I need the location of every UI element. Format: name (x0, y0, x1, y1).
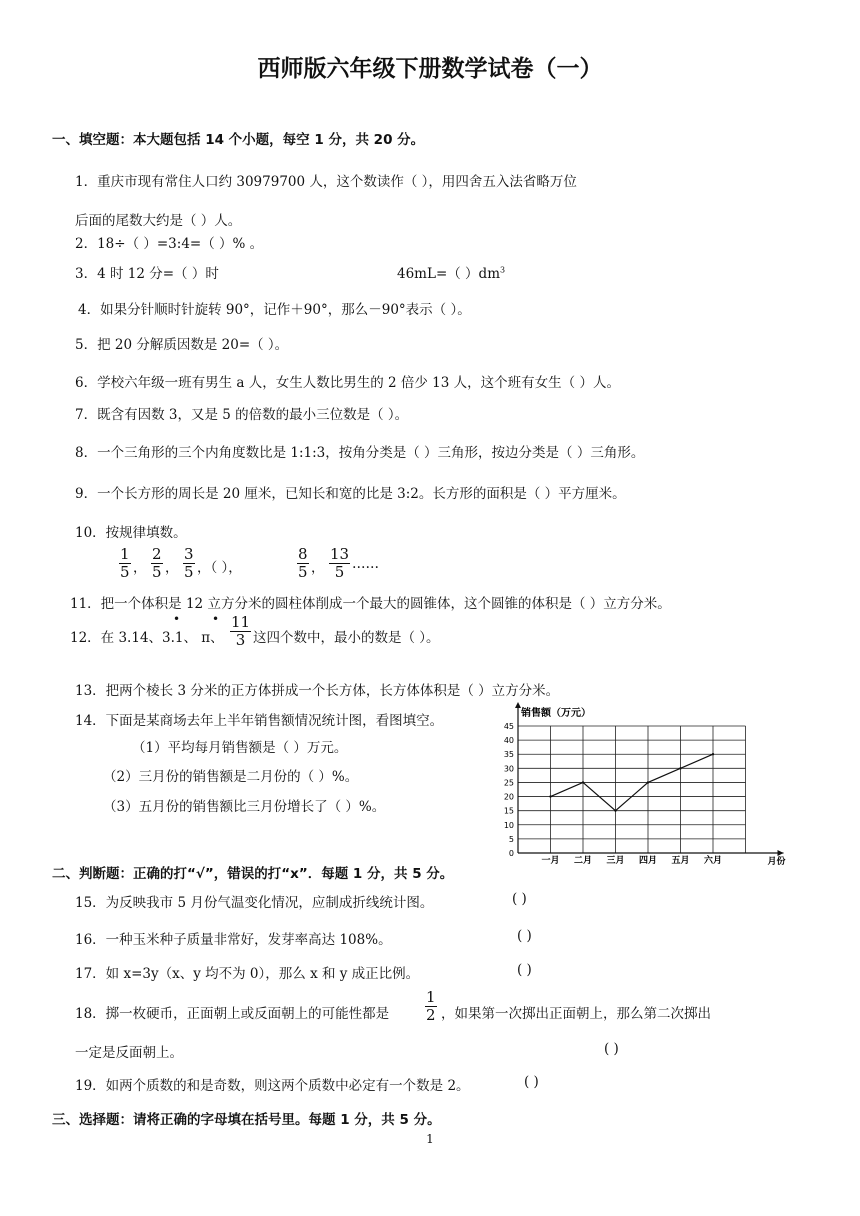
fraction-5: $\frac{13}{5}$ (330, 545, 350, 581)
y-tick-label: 45 (503, 722, 514, 731)
question-18-part-1: 18．掷一枚硬币，正面朝上或反面朝上的可能性都是 (75, 1006, 390, 1022)
y-tick-label: 35 (503, 750, 514, 760)
data-point (614, 809, 616, 811)
y-tick-label: 40 (503, 736, 514, 746)
question-14-part-1: （1）平均每月销售额是（ ）万元。 (132, 740, 348, 756)
fraction-blank: ，（ ）， (197, 560, 242, 576)
question-7: 7．既含有因数 3，又是 5 的倍数的最小三位数是（ ）。 (75, 407, 409, 423)
question-1-line-1: 1．重庆市现有常住人口约 30979700 人，这个数读作（ ），用四舍五入法省略万位 (75, 174, 577, 190)
question-8: 8．一个三角形的三个内角度数比是 1:1:3，按角分类是（ ）三角形，按边分类是（ ）三角形。 (75, 445, 645, 461)
x-tick-label: 四月 (638, 856, 658, 866)
sales-line-chart (496, 700, 786, 870)
question-14-part-2: （2）三月份的销售额是二月份的（ ）%。 (103, 769, 359, 785)
repeating-dot: • (173, 612, 181, 626)
cubic-superscript: 3 (500, 265, 506, 275)
answer-paren-18: ( ) (604, 1041, 619, 1057)
question-12-pre: 12．在 3.14、3.1、 π、 (70, 630, 224, 646)
page-title: 西师版六年级下册数学试卷（一） (257, 56, 603, 82)
question-18-part-2: ，如果第一次掷出正面朝上，那么第二次掷出 (441, 1006, 711, 1022)
fraction-2: $\frac{2}{5}$ (152, 545, 162, 581)
x-tick-label: 六月 (703, 856, 723, 866)
y-tick-label: 25 (503, 778, 514, 788)
question-11: 11．把一个体积是 12 立方分米的圆柱体削成一个最大的圆锥体，这个圆锥的体积是（ ）立方分米。 (70, 596, 671, 612)
question-14-part-3: （3）五月份的销售额比三月份增长了（ ）%。 (103, 799, 386, 815)
fraction-1: $\frac{1}{5}$ (120, 545, 130, 581)
y-tick-label: 20 (503, 792, 514, 802)
ellipsis: …… (352, 556, 379, 572)
section-choice-heading: 三、选择题：请将正确的字母填在括号里。每题 1 分，共 5 分。 (52, 1112, 441, 1128)
data-point (647, 781, 649, 783)
fraction-one-half: $\frac{1}{2}$ (426, 988, 436, 1024)
fraction-eleven-thirds: $\frac{11}{3}$ (231, 613, 251, 649)
data-point (679, 767, 681, 769)
question-2: 2．18÷（ ）=3:4=（ ）% 。 (75, 236, 264, 252)
question-18-part-3: 一定是反面朝上。 (75, 1045, 183, 1061)
x-tick-label: 五月 (671, 856, 690, 866)
y-tick-label: 15 (503, 806, 514, 816)
question-16: 16．一种玉米种子质量非常好，发芽率高达 108%。 (75, 932, 392, 948)
y-tick-label: 10 (503, 820, 514, 830)
y-tick-label: 5 (508, 834, 514, 844)
data-point (582, 781, 584, 783)
data-point (712, 753, 714, 755)
fraction-3: $\frac{3}{5}$ (184, 545, 194, 581)
separator: ， (165, 560, 179, 576)
question-19: 19．如两个质数的和是奇数，则这两个质数中必定有一个数是 2。 (75, 1078, 470, 1094)
question-14: 14．下面是某商场去年上半年销售额情况统计图，看图填空。 (75, 713, 444, 729)
y-tick-label: 0 (508, 849, 514, 858)
page-number: 1 (426, 1132, 434, 1146)
x-tick-label: 一月 (541, 856, 560, 866)
question-10: 10．按规律填数。 (75, 525, 187, 541)
question-5: 5．把 20 分解质因数是 20=（ ）。 (75, 337, 289, 353)
x-axis-arrow (778, 850, 784, 856)
separator: ， (133, 560, 147, 576)
y-tick-label: 30 (503, 764, 514, 774)
question-4: 4．如果分针顺时针旋转 90°，记作＋90°，那么－90°表示（ ）。 (78, 302, 471, 318)
question-3-volume (397, 262, 505, 282)
chart-title: 销售额（万元） (521, 708, 591, 719)
x-axis-label: 月份 (767, 857, 786, 867)
data-point (549, 795, 551, 797)
answer-paren-16: ( ) (517, 928, 532, 944)
x-tick-label: 二月 (573, 856, 593, 866)
answer-paren-15: ( ) (512, 891, 527, 907)
question-13: 13．把两个棱长 3 分米的正方体拼成一个长方体，长方体体积是（ ）立方分米。 (75, 683, 560, 699)
question-1-line-2: 后面的尾数大约是（ ）人。 (75, 213, 242, 229)
section-judge-heading: 二、判断题：正确的打“√”，错误的打“x”．每题 1 分，共 5 分。 (52, 866, 454, 882)
question-9: 9．一个长方形的周长是 20 厘米，已知长和宽的比是 3:2。长方形的面积是（ ）平方厘米。 (75, 486, 626, 502)
question-6: 6．学校六年级一班有男生 a 人，女生人数比男生的 2 倍少 13 人，这个班有女生（ ）人。 (75, 375, 620, 391)
question-12-post: 这四个数中，最小的数是（ ）。 (253, 630, 440, 646)
fraction-4: $\frac{8}{5}$ (298, 545, 308, 581)
answer-paren-19: ( ) (524, 1074, 539, 1090)
question-3-time: 3．4 时 12 分=（ ）时 (75, 266, 219, 282)
answer-paren-17: ( ) (517, 962, 532, 978)
question-3-volume-text: 46mL=（ ）dm (397, 266, 500, 282)
x-tick-label: 三月 (606, 856, 625, 866)
repeating-dot: • (212, 612, 220, 626)
question-15: 15．为反映我市 5 月份气温变化情况，应制成折线统计图。 (75, 895, 434, 911)
section-fill-in-heading: 一、填空题：本大题包括 14 个小题，每空 1 分，共 20 分。 (52, 132, 425, 148)
question-17: 17．如 x=3y（x、y 均不为 0），那么 x 和 y 成正比例。 (75, 966, 420, 982)
separator: ， (311, 560, 325, 576)
